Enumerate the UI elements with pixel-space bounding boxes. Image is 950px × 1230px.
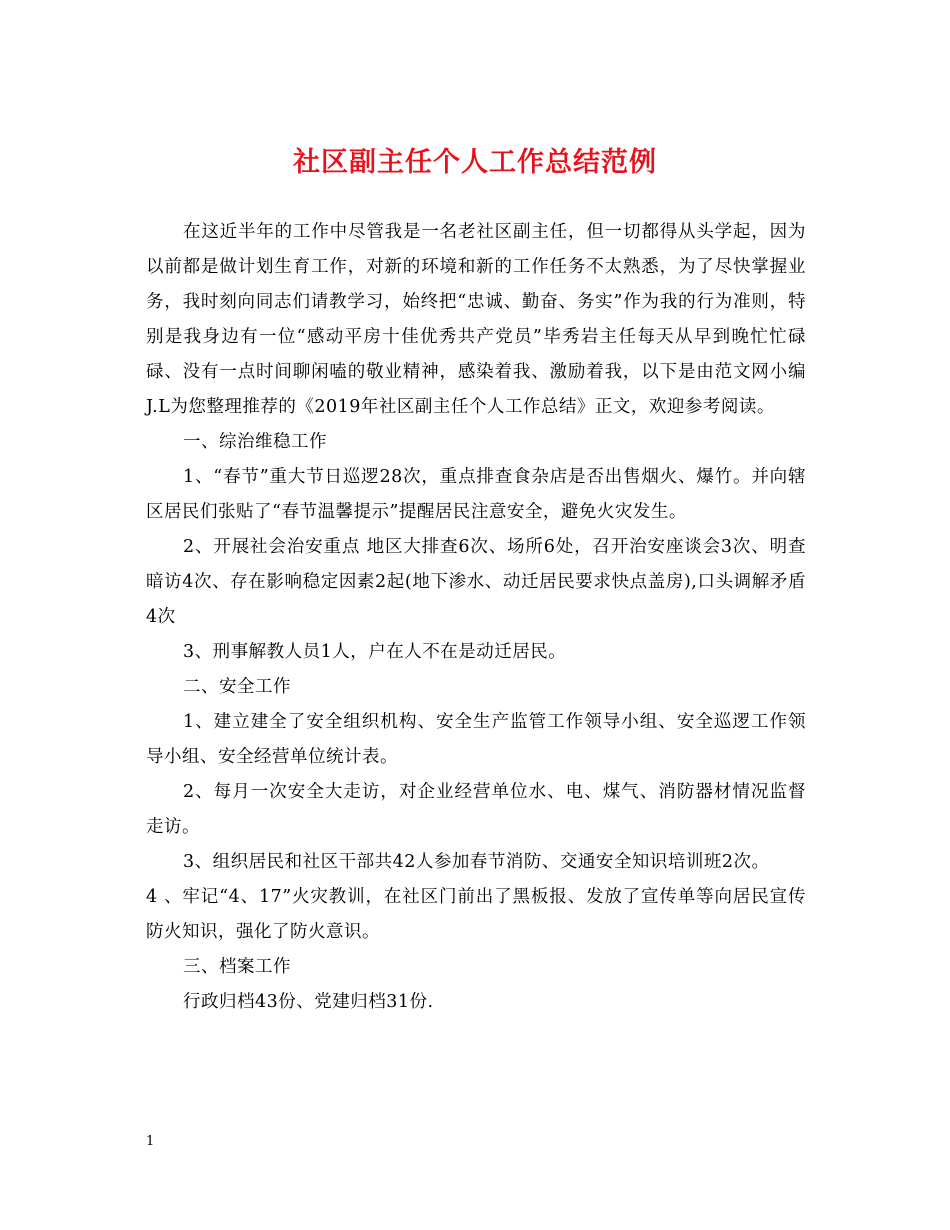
stability-item-1: 1、“春节”重大节日巡逻28次，重点排查食杂店是否出售烟火、爆竹。并向辖区居民们张贴了“春节温馨提示”提醒居民注意安全，避免火灾发生。 <box>146 467 806 522</box>
section-heading-safety: 二、安全工作 <box>183 677 291 697</box>
stability-item-2: 2、开展社会治安重点 地区大排查6次、场所6处，召开治安座谈会3次、明查暗访4次、存在影响稳定因素2起(地下渗水、动迁居民要求快点盖房),口头调解矛盾4次 <box>146 537 806 627</box>
section-heading-archives: 三、档案工作 <box>183 957 291 977</box>
stability-item-3: 3、刑事解教人员1人，户在人不在是动迁居民。 <box>183 642 567 662</box>
section-heading-stability: 一、综治维稳工作 <box>183 432 327 452</box>
archives-item: 行政归档43份、党建归档31份. <box>183 992 434 1012</box>
safety-item-2: 2、每月一次安全大走访，对企业经营单位水、电、煤气、消防器材情况监督走访。 <box>146 782 806 837</box>
intro-paragraph: 在这近半年的工作中尽管我是一名老社区副主任，但一切都得从头学起，因为以前都是做计划生育工作，对新的环境和新的工作任务不太熟悉，为了尽快掌握业务，我时刻向同志们请教学习，始终把“忠诚、勤奋、务实”作为我的行为准则，特别是我身边有一位“感动平房十佳优秀共产党员”毕秀岩主任每天从早到晚忙忙碌碌、没有一点时间聊闲嗑的敬业精神，感染着我、激励着我，以下是由范文网小编J.L为您整理推荐的《2019年社区副主任个人工作总结》正文，欢迎参考阅读。 <box>146 222 806 417</box>
document-title: 社区副主任个人工作总结范例 <box>293 147 657 178</box>
document-body <box>146 215 806 1020</box>
safety-item-4: 4 、牢记“4、17”火灾教训，在社区门前出了黑板报、发放了宣传单等向居民宣传防火知识，强化了防火意识。 <box>146 887 806 942</box>
safety-item-1: 1、建立建全了安全组织机构、安全生产监管工作领导小组、安全巡逻工作领导小组、安全经营单位统计表。 <box>146 712 806 767</box>
safety-item-3: 3、组织居民和社区干部共42人参加春节消防、交通安全知识培训班2次。 <box>183 852 770 872</box>
page-number: 1 <box>146 1134 155 1149</box>
